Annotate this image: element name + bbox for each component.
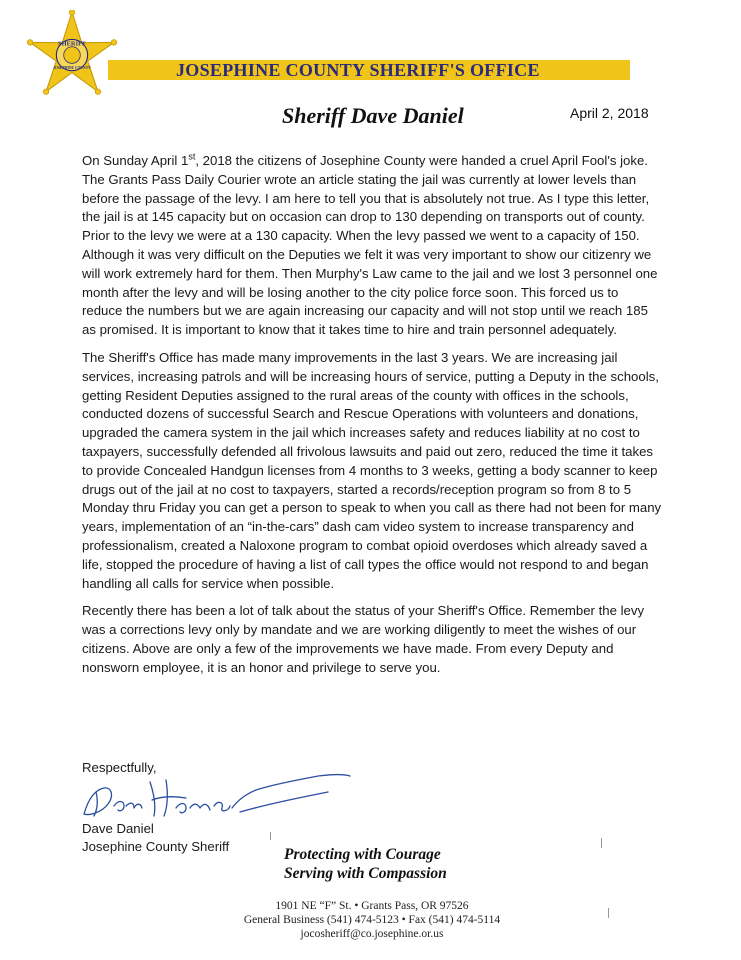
scan-mark <box>601 838 602 848</box>
paragraph-3: Recently there has been a lot of talk about the status of your Sheriff's Office. Remember the levy was a corrections levy only by mandate and we are working diligently to meet the wishes of our citizens. Above are only a few of the improvements we have made. From every Deputy and nonsworn employee, it is an honor and privilege to serve you. <box>82 603 645 675</box>
badge-subtext: JOSEPHINE COUNTY <box>53 65 91 70</box>
letter-date: April 2, 2018 <box>570 105 649 121</box>
handwritten-signature <box>78 770 378 822</box>
footer-address <box>222 899 522 941</box>
signer-name: Dave Daniel <box>82 821 154 836</box>
address-line-1: 1901 NE “F” St. • Grants Pass, OR 97526 <box>275 900 469 912</box>
email-address: jocosheriff@co.josephine.or.us <box>300 928 444 940</box>
paragraph-1-start: On Sunday April 1 <box>82 153 189 168</box>
paragraph-1 <box>82 152 662 340</box>
org-name: JOSEPHINE COUNTY SHERIFF'S OFFICE <box>176 60 540 80</box>
motto <box>284 845 447 883</box>
badge-text: SHERIFF <box>58 40 86 48</box>
paragraph-1-rest: , 2018 the citizens of Josephine County were handed a cruel April Fool's joke. The Grants Pass Daily Courier wrote an article stating the jail was currently at lower levels than before the passage of the levy. I am here to tell you that is absolutely not true. As I type this letter, the jail is at 145 capacity but on occasion can drop to 130 depending on transports out of county. Prior to the levy we were at a 130 capacity. When the levy passed we went to a capacity of 150. Although it was very difficult on the Deputies we felt it was very important to show our citizenry we will work extremely hard for them. Then Murphy's Law came to the jail and we lost 3 personnel one month after the levy and will be losing another to the city police force soon. This forced us to reduce the numbers but we are again increasing our capacity and will not stop until we reach 185 as promised. It is important to know that it takes time to hire and train personnel adequately. <box>82 153 658 338</box>
scan-mark <box>270 832 271 840</box>
org-title-banner <box>108 60 630 80</box>
scan-mark <box>608 908 609 918</box>
address-line-2: General Business (541) 474-5123 • Fax (541) 474-5114 <box>243 914 501 926</box>
closing-salutation: Respectfully, <box>82 760 157 775</box>
paragraph-2: The Sheriff's Office has made many improvements in the last 3 years. We are increasing jail services, increasing patrols and will be increasing hours of service, putting a Deputy in the schools, getting Resident Deputies assigned to the rural areas of the county with offices in the schools, conducted dozens of successful Search and Rescue Operations with volunteers and donations, upgraded the camera system in the jail which increases safety and reduces liability at no cost to taxpayers, successfully defended all frivolous lawsuits and paid out zero, reduced the time it takes to provide Concealed Handgun licenses from 4 months to 3 weeks, getting a body scanner to keep drugs out of the jail at no cost to taxpayers, started a records/reception program so from 8 to 5 Monday thru Friday you can get a person to speak to when you call as there had not been for many years, implementation of an “in-the-cars” dash cam video system to increase transparency and professionalism, created a Naloxone program to combat opioid overdoses which already saved a life, stopped the procedure of having a list of call types the office would not respond to and began handling all calls for service when possible. <box>82 349 662 591</box>
signer-title: Josephine County Sheriff <box>82 839 230 854</box>
paragraph-1-superscript: st <box>188 151 196 162</box>
letter-body <box>82 152 662 687</box>
sheriff-star-badge-icon <box>26 10 118 102</box>
motto-line-1: Protecting with Courage <box>284 846 441 863</box>
sheriff-name-heading: Sheriff Dave Daniel <box>282 103 464 128</box>
motto-line-2: Serving with Compassion <box>284 865 447 882</box>
